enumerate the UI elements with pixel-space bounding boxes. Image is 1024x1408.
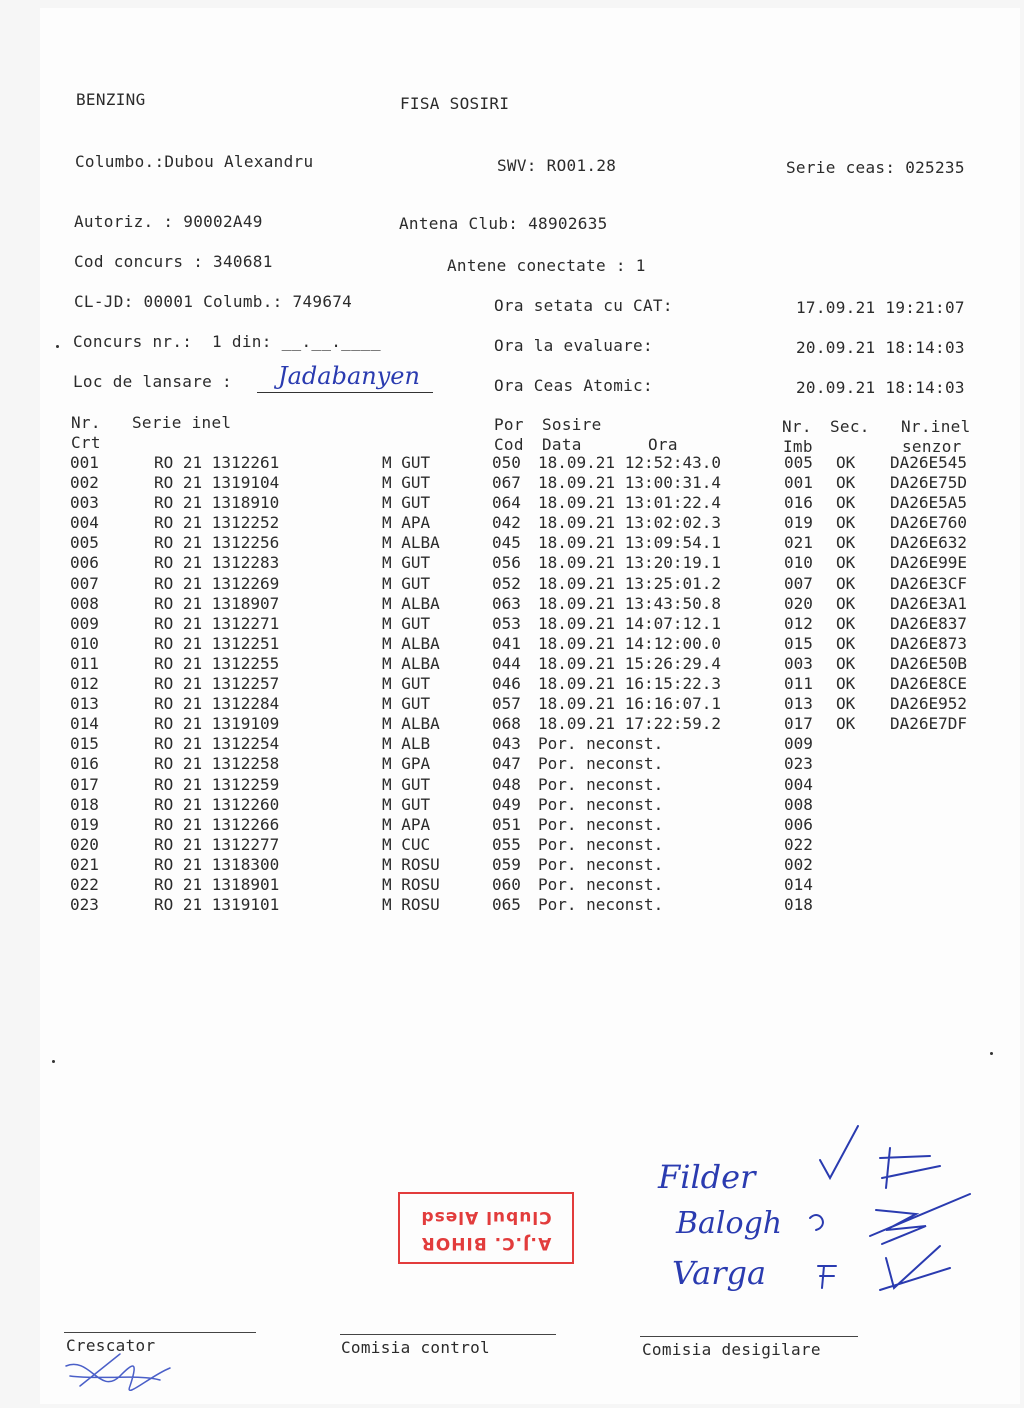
arrival-datetime: 18.09.21 14:07:12.1 bbox=[538, 613, 722, 633]
sec-status bbox=[836, 895, 890, 915]
release-place-handwritten: Jadabanyen bbox=[278, 362, 420, 390]
col-header-sec: Sec. bbox=[830, 417, 870, 436]
atomic-clock-value: 20.09.21 18:14:03 bbox=[796, 378, 965, 397]
table-row bbox=[70, 493, 1000, 513]
table-row bbox=[70, 614, 1000, 634]
arrival-datetime: Por. neconst. bbox=[538, 774, 664, 794]
sex-color: M APA bbox=[382, 513, 431, 533]
imb-number: 016 bbox=[784, 493, 813, 513]
brand-name: BENZING bbox=[76, 90, 146, 109]
sec-status: OK bbox=[836, 633, 856, 653]
row-number: 019 bbox=[70, 814, 99, 834]
col-header-nr-imb: Nr. bbox=[782, 417, 812, 436]
col-header-cod: Cod bbox=[494, 435, 524, 454]
table-row bbox=[70, 895, 1000, 915]
row-number: 013 bbox=[70, 694, 99, 714]
club-stamp bbox=[398, 1192, 574, 1264]
evaluation-time-label: Ora la evaluare: bbox=[494, 336, 653, 355]
imb-number: 003 bbox=[784, 653, 813, 673]
sensor-ring bbox=[890, 895, 1000, 915]
por-code: 056 bbox=[492, 553, 521, 573]
col-header-nr-inel: Nr.inel bbox=[901, 417, 971, 436]
sensor-ring: DA26E545 bbox=[890, 453, 968, 472]
arrival-datetime: Por. neconst. bbox=[538, 834, 664, 854]
col-header-por: Por bbox=[494, 415, 524, 434]
handwritten-name-1: Filder bbox=[658, 1158, 756, 1196]
imb-number: 007 bbox=[784, 573, 813, 593]
scan-speck bbox=[990, 1052, 993, 1055]
table-row bbox=[70, 714, 1000, 734]
sex-color: M ALBA bbox=[382, 714, 440, 734]
sensor-ring: DA26E8CE bbox=[890, 674, 968, 694]
imb-number: 018 bbox=[784, 895, 813, 915]
arrival-datetime: Por. neconst. bbox=[538, 814, 664, 834]
sex-color: M GUT bbox=[382, 453, 431, 472]
por-code: 044 bbox=[492, 653, 521, 673]
row-number: 007 bbox=[70, 573, 99, 593]
por-code: 068 bbox=[492, 714, 521, 734]
sec-status: OK bbox=[836, 674, 856, 694]
ring-series: RO 21 1312252 bbox=[154, 513, 280, 533]
ring-series: RO 21 1312269 bbox=[154, 573, 280, 593]
por-code: 067 bbox=[492, 473, 521, 493]
table-row bbox=[70, 694, 1000, 714]
ring-series: RO 21 1312254 bbox=[154, 734, 280, 754]
swv-version: SWV: RO01.28 bbox=[497, 156, 617, 175]
por-code: 063 bbox=[492, 593, 521, 613]
sensor-ring: DA26E5A5 bbox=[890, 493, 968, 513]
footer-comisia-control: Comisia control bbox=[341, 1338, 490, 1357]
imb-number: 002 bbox=[784, 854, 813, 874]
sex-color: M ALBA bbox=[382, 653, 440, 673]
imb-number: 023 bbox=[784, 754, 813, 774]
release-place-underline bbox=[257, 392, 433, 393]
release-place-label: Loc de lansare : bbox=[73, 372, 232, 391]
table-row bbox=[70, 473, 1000, 493]
table-row bbox=[70, 795, 1000, 815]
ring-series: RO 21 1312256 bbox=[154, 533, 280, 553]
arrival-datetime: 18.09.21 12:52:43.0 bbox=[538, 453, 722, 472]
row-number: 008 bbox=[70, 593, 99, 613]
row-number: 004 bbox=[70, 513, 99, 533]
sex-color: M ROSU bbox=[382, 874, 440, 894]
sec-status: OK bbox=[836, 553, 856, 573]
sensor-ring: DA26E3A1 bbox=[890, 593, 968, 613]
clock-serial: Serie ceas: 025235 bbox=[786, 158, 965, 177]
sex-color: M ALBA bbox=[382, 593, 440, 613]
arrival-datetime: Por. neconst. bbox=[538, 854, 664, 874]
contest-number: Concurs nr.: 1 din: __.__.____ bbox=[73, 332, 381, 351]
imb-number: 017 bbox=[784, 714, 813, 734]
imb-number: 020 bbox=[784, 593, 813, 613]
por-code: 059 bbox=[492, 854, 521, 874]
table-row bbox=[70, 594, 1000, 614]
sec-status: OK bbox=[836, 573, 856, 593]
sensor-ring bbox=[890, 795, 1000, 815]
table-row bbox=[70, 654, 1000, 674]
table-row bbox=[70, 634, 1000, 654]
letter-c-mark bbox=[810, 1215, 823, 1230]
initials-mark-3 bbox=[880, 1246, 950, 1290]
ring-series: RO 21 1312255 bbox=[154, 653, 280, 673]
sec-status: OK bbox=[836, 473, 856, 493]
por-code: 057 bbox=[492, 694, 521, 714]
sensor-ring bbox=[890, 855, 1000, 875]
imb-number: 010 bbox=[784, 553, 813, 573]
sensor-ring bbox=[890, 875, 1000, 895]
cl-jd-line: CL-JD: 00001 Columb.: 749674 bbox=[74, 292, 353, 311]
comisia-control-signature-line bbox=[340, 1334, 556, 1335]
ring-series: RO 21 1319109 bbox=[154, 714, 280, 734]
sec-status bbox=[836, 795, 890, 815]
row-number: 009 bbox=[70, 613, 99, 633]
sec-status bbox=[836, 835, 890, 855]
row-number: 014 bbox=[70, 714, 99, 734]
row-number: 023 bbox=[70, 895, 99, 915]
sensor-ring: DA26E7DF bbox=[890, 714, 968, 734]
sex-color: M GUT bbox=[382, 573, 431, 593]
table-row bbox=[70, 574, 1000, 594]
row-number: 016 bbox=[70, 754, 99, 774]
sec-status bbox=[836, 855, 890, 875]
sec-status: OK bbox=[836, 653, 856, 673]
sec-status: OK bbox=[836, 513, 856, 533]
row-number: 001 bbox=[70, 453, 99, 472]
ring-series: RO 21 1312260 bbox=[154, 794, 280, 814]
table-row bbox=[70, 855, 1000, 875]
initials-mark-2 bbox=[870, 1194, 970, 1244]
sec-status bbox=[836, 775, 890, 795]
club-antenna: Antena Club: 48902635 bbox=[399, 214, 608, 233]
sex-color: M ALBA bbox=[382, 633, 440, 653]
imb-number: 021 bbox=[784, 533, 813, 553]
document-title: FISA SOSIRI bbox=[400, 94, 510, 113]
por-code: 051 bbox=[492, 814, 521, 834]
sex-color: M GUT bbox=[382, 694, 431, 714]
row-number: 022 bbox=[70, 874, 99, 894]
table-row bbox=[70, 754, 1000, 774]
col-header-data: Data bbox=[542, 435, 582, 454]
arrival-datetime: 18.09.21 17:22:59.2 bbox=[538, 714, 722, 734]
sensor-ring bbox=[890, 775, 1000, 795]
ring-series: RO 21 1312261 bbox=[154, 453, 280, 472]
por-code: 052 bbox=[492, 573, 521, 593]
arrival-datetime: 18.09.21 13:01:22.4 bbox=[538, 493, 722, 513]
sex-color: M GUT bbox=[382, 473, 431, 493]
imb-number: 019 bbox=[784, 513, 813, 533]
imb-number: 015 bbox=[784, 633, 813, 653]
imb-number: 004 bbox=[784, 774, 813, 794]
arrival-datetime: 18.09.21 16:15:22.3 bbox=[538, 674, 722, 694]
por-code: 047 bbox=[492, 754, 521, 774]
row-number: 003 bbox=[70, 493, 99, 513]
por-code: 042 bbox=[492, 513, 521, 533]
por-code: 041 bbox=[492, 633, 521, 653]
authorization: Autoriz. : 90002A49 bbox=[74, 212, 263, 231]
arrival-datetime: 18.09.21 15:26:29.4 bbox=[538, 653, 722, 673]
sex-color: M GUT bbox=[382, 553, 431, 573]
arrival-datetime: 18.09.21 13:43:50.8 bbox=[538, 593, 722, 613]
columbo-name: Columbo.:Dubou Alexandru bbox=[75, 152, 314, 171]
sec-status: OK bbox=[836, 533, 856, 553]
sensor-ring: DA26E837 bbox=[890, 613, 968, 633]
ring-series: RO 21 1318901 bbox=[154, 874, 280, 894]
initials-mark-1 bbox=[880, 1148, 940, 1188]
sec-status: OK bbox=[836, 714, 856, 734]
ring-series: RO 21 1319104 bbox=[154, 473, 280, 493]
crescator-signature bbox=[60, 1346, 180, 1406]
table-row bbox=[70, 533, 1000, 553]
ring-series: RO 21 1318300 bbox=[154, 854, 280, 874]
imb-number: 011 bbox=[784, 674, 813, 694]
arrival-datetime: Por. neconst. bbox=[538, 794, 664, 814]
por-code: 055 bbox=[492, 834, 521, 854]
imb-number: 008 bbox=[784, 794, 813, 814]
table-row bbox=[70, 553, 1000, 573]
contest-code: Cod concurs : 340681 bbox=[74, 252, 273, 271]
sex-color: M GUT bbox=[382, 774, 431, 794]
ring-series: RO 21 1312284 bbox=[154, 694, 280, 714]
sensor-ring: DA26E873 bbox=[890, 633, 968, 653]
sec-status bbox=[836, 734, 890, 754]
sex-color: M ALB bbox=[382, 734, 431, 754]
letter-f-mark bbox=[818, 1266, 836, 1288]
sensor-ring: DA26E632 bbox=[890, 533, 968, 553]
atomic-clock-label: Ora Ceas Atomic: bbox=[494, 376, 653, 395]
table-row bbox=[70, 453, 1000, 473]
row-number: 017 bbox=[70, 774, 99, 794]
por-code: 049 bbox=[492, 794, 521, 814]
row-number: 018 bbox=[70, 794, 99, 814]
set-time-value: 17.09.21 19:21:07 bbox=[796, 298, 965, 317]
sensor-ring: DA26E75D bbox=[890, 473, 968, 493]
table-row bbox=[70, 734, 1000, 754]
por-code: 060 bbox=[492, 874, 521, 894]
row-number: 005 bbox=[70, 533, 99, 553]
arrival-datetime: 18.09.21 13:20:19.1 bbox=[538, 553, 722, 573]
sex-color: M GUT bbox=[382, 794, 431, 814]
sensor-ring: DA26E952 bbox=[890, 694, 968, 714]
table-row bbox=[70, 775, 1000, 795]
ring-series: RO 21 1318910 bbox=[154, 493, 280, 513]
col-header-crt: Crt bbox=[71, 433, 101, 452]
sec-status: OK bbox=[836, 593, 856, 613]
row-number: 012 bbox=[70, 674, 99, 694]
imb-number: 001 bbox=[784, 473, 813, 493]
por-code: 064 bbox=[492, 493, 521, 513]
sensor-ring: DA26E760 bbox=[890, 513, 968, 533]
por-code: 050 bbox=[492, 453, 521, 472]
arrival-datetime: 18.09.21 13:00:31.4 bbox=[538, 473, 722, 493]
sex-color: M GUT bbox=[382, 674, 431, 694]
row-number: 006 bbox=[70, 553, 99, 573]
sensor-ring bbox=[890, 835, 1000, 855]
table-row bbox=[70, 815, 1000, 835]
col-header-ring-series: Serie inel bbox=[132, 413, 232, 432]
scan-speck bbox=[52, 1060, 55, 1063]
set-time-label: Ora setata cu CAT: bbox=[494, 296, 673, 315]
imb-number: 012 bbox=[784, 613, 813, 633]
sec-status: OK bbox=[836, 613, 856, 633]
table-row bbox=[70, 835, 1000, 855]
sec-status: OK bbox=[836, 694, 856, 714]
ring-series: RO 21 1312251 bbox=[154, 633, 280, 653]
por-code: 043 bbox=[492, 734, 521, 754]
ring-series: RO 21 1312258 bbox=[154, 754, 280, 774]
ring-series: RO 21 1318907 bbox=[154, 593, 280, 613]
arrival-datetime: 18.09.21 13:25:01.2 bbox=[538, 573, 722, 593]
sex-color: M CUC bbox=[382, 834, 431, 854]
sensor-ring: DA26E3CF bbox=[890, 573, 968, 593]
row-number: 020 bbox=[70, 834, 99, 854]
arrival-datetime: Por. neconst. bbox=[538, 874, 664, 894]
sec-status: OK bbox=[836, 453, 856, 472]
sex-color: M APA bbox=[382, 814, 431, 834]
footer-comisia-desigilare: Comisia desigilare bbox=[642, 1340, 821, 1359]
stamp-line-2: Clubul Alesd bbox=[420, 1207, 552, 1227]
por-code: 045 bbox=[492, 533, 521, 553]
handwritten-marks bbox=[790, 1118, 980, 1308]
arrival-datetime: Por. neconst. bbox=[538, 734, 664, 754]
ring-series: RO 21 1312277 bbox=[154, 834, 280, 854]
por-code: 048 bbox=[492, 774, 521, 794]
sec-status bbox=[836, 754, 890, 774]
sex-color: M GPA bbox=[382, 754, 431, 774]
ring-series: RO 21 1312257 bbox=[154, 674, 280, 694]
footer-crescator: Crescator bbox=[66, 1336, 156, 1355]
imb-number: 005 bbox=[784, 453, 813, 472]
col-header-sosire: Sosire bbox=[542, 415, 602, 434]
row-number: 021 bbox=[70, 854, 99, 874]
ring-series: RO 21 1312271 bbox=[154, 613, 280, 633]
comisia-desigilare-signature-line bbox=[640, 1336, 858, 1337]
stamp-line-1: A.J.C. BIHOR bbox=[420, 1233, 552, 1253]
col-header-senzor: senzor bbox=[902, 437, 962, 456]
sensor-ring: DA26E50B bbox=[890, 653, 968, 673]
sex-color: M GUT bbox=[382, 613, 431, 633]
row-number: 011 bbox=[70, 653, 99, 673]
arrival-datetime: 18.09.21 14:12:00.0 bbox=[538, 633, 722, 653]
connected-antennas: Antene conectate : 1 bbox=[447, 256, 646, 275]
table-row bbox=[70, 875, 1000, 895]
check-mark bbox=[820, 1126, 858, 1178]
scan-speck bbox=[56, 345, 59, 348]
ring-series: RO 21 1312259 bbox=[154, 774, 280, 794]
sensor-ring: DA26E99E bbox=[890, 553, 968, 573]
imb-number: 014 bbox=[784, 874, 813, 894]
sec-status bbox=[836, 875, 890, 895]
sec-status: OK bbox=[836, 493, 856, 513]
sensor-ring bbox=[890, 734, 1000, 754]
sensor-ring bbox=[890, 754, 1000, 774]
handwritten-name-2: Balogh bbox=[676, 1206, 783, 1241]
table-row bbox=[70, 674, 1000, 694]
arrival-datetime: 18.09.21 13:02:02.3 bbox=[538, 513, 722, 533]
arrival-datetime: Por. neconst. bbox=[538, 754, 664, 774]
ring-series: RO 21 1319101 bbox=[154, 895, 280, 915]
col-header-ora: Ora bbox=[648, 435, 678, 454]
arrival-datetime: 18.09.21 13:09:54.1 bbox=[538, 533, 722, 553]
arrivals-table bbox=[70, 453, 1000, 915]
table-row bbox=[70, 513, 1000, 533]
por-code: 046 bbox=[492, 674, 521, 694]
row-number: 010 bbox=[70, 633, 99, 653]
arrival-datetime: Por. neconst. bbox=[538, 895, 664, 915]
imb-number: 013 bbox=[784, 694, 813, 714]
sec-status bbox=[836, 815, 890, 835]
sex-color: M ROSU bbox=[382, 854, 440, 874]
imb-number: 006 bbox=[784, 814, 813, 834]
imb-number: 022 bbox=[784, 834, 813, 854]
row-number: 002 bbox=[70, 473, 99, 493]
sex-color: M GUT bbox=[382, 493, 431, 513]
crescator-signature-line bbox=[64, 1332, 256, 1333]
col-header-nr: Nr. bbox=[71, 413, 101, 432]
por-code: 053 bbox=[492, 613, 521, 633]
por-code: 065 bbox=[492, 895, 521, 915]
arrival-datetime: 18.09.21 16:16:07.1 bbox=[538, 694, 722, 714]
imb-number: 009 bbox=[784, 734, 813, 754]
sex-color: M ROSU bbox=[382, 895, 440, 915]
ring-series: RO 21 1312266 bbox=[154, 814, 280, 834]
evaluation-time-value: 20.09.21 18:14:03 bbox=[796, 338, 965, 357]
ring-series: RO 21 1312283 bbox=[154, 553, 280, 573]
col-header-imb: Imb bbox=[783, 437, 813, 456]
sensor-ring bbox=[890, 815, 1000, 835]
row-number: 015 bbox=[70, 734, 99, 754]
handwritten-name-3: Varga bbox=[672, 1254, 767, 1292]
sex-color: M ALBA bbox=[382, 533, 440, 553]
